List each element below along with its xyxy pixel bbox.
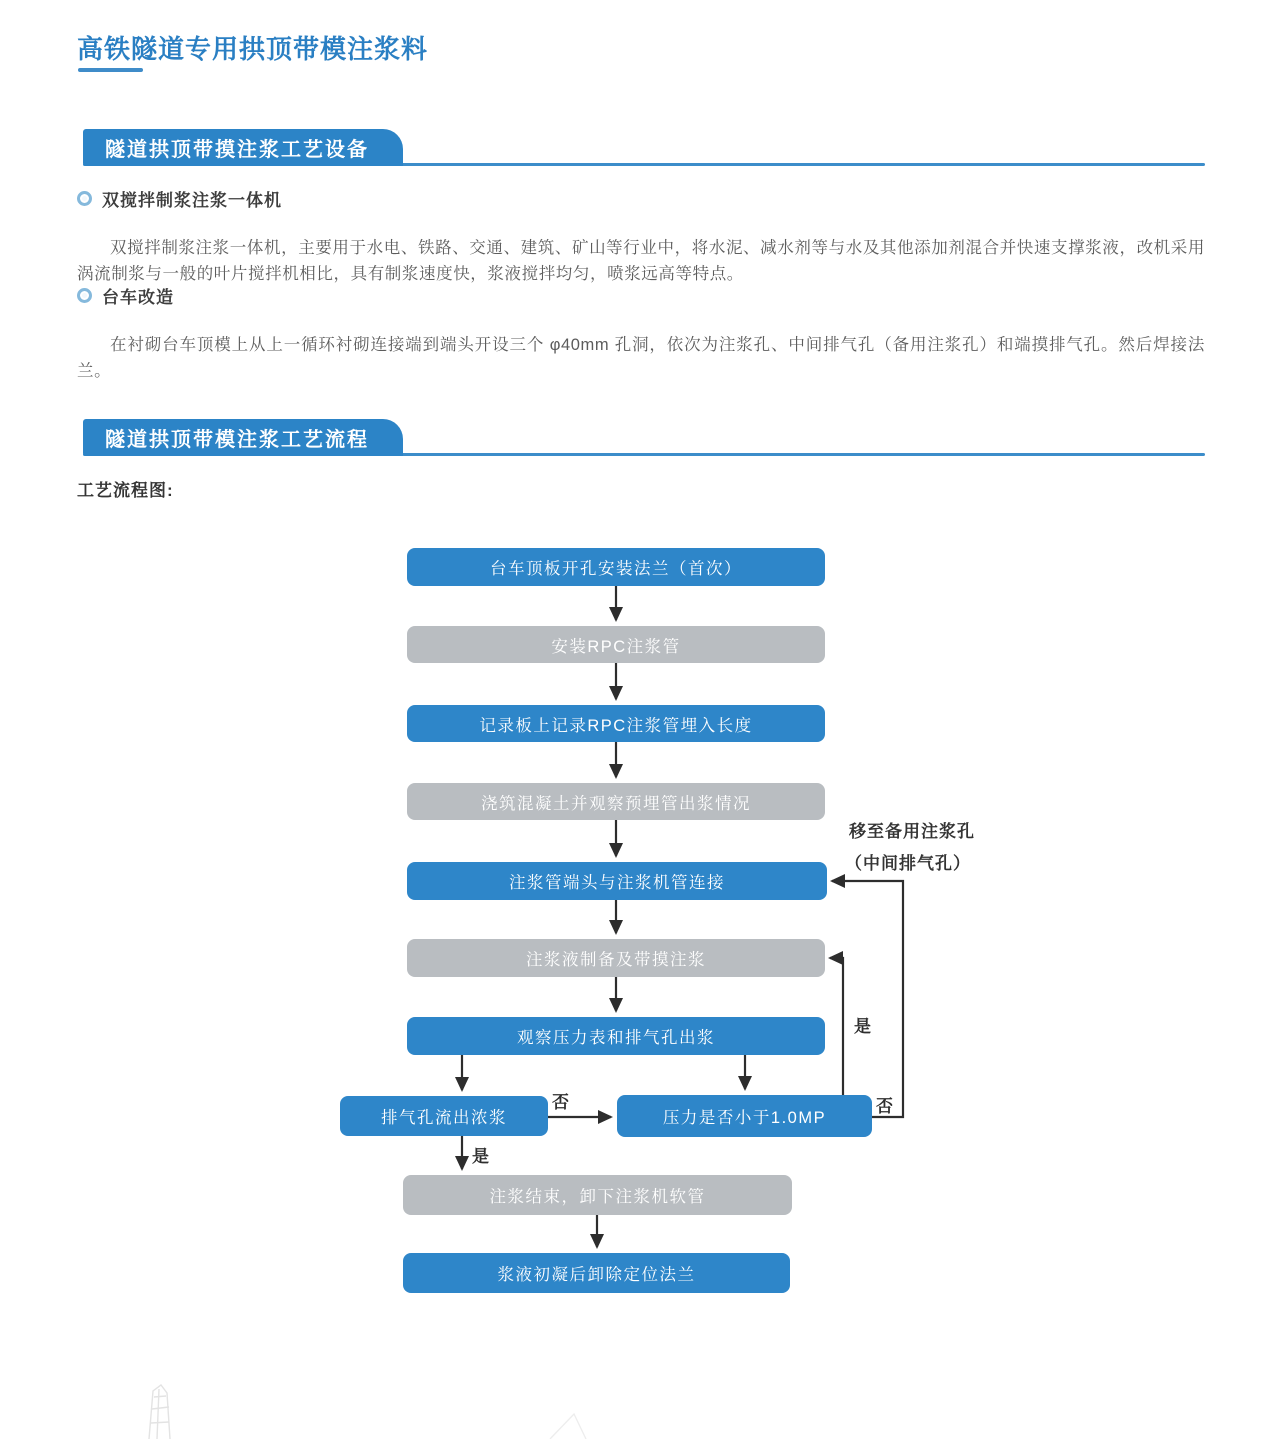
page-title: 高铁隧道专用拱顶带模注浆料 [77, 34, 429, 65]
branch-label-no-left: 否 [552, 1093, 570, 1112]
flow-step-record-length: 记录板上记录RPC注浆管埋入长度 [407, 705, 825, 742]
branch-label-yes-left: 是 [472, 1147, 490, 1166]
flow-step-observe-pressure: 观察压力表和排气孔出浆 [407, 1017, 825, 1055]
flow-note-line2: （中间排气孔） [845, 854, 971, 873]
flow-note-line1: 移至备用注浆孔 [849, 822, 975, 841]
branch-label-no-right: 否 [876, 1097, 894, 1116]
bullet-heading-trolley: 台车改造 [102, 288, 174, 307]
flow-step-drill-flange: 台车顶板开孔安装法兰（首次） [407, 548, 825, 586]
paragraph-trolley: 在衬砌台车顶模上从上一循环衬砌连接端到端头开设三个 φ40mm 孔洞，依次为注浆孔、中间排气孔（备用注浆孔）和端摸排气孔。然后焊接法兰。 [77, 335, 1205, 380]
flow-step-connect-machine: 注浆管端头与注浆机管连接 [407, 862, 827, 900]
section-title-equipment: 隧道拱顶带摸注浆工艺设备 [83, 129, 403, 166]
flow-step-remove-flange: 浆液初凝后卸除定位法兰 [403, 1253, 790, 1293]
branch-label-yes-right: 是 [854, 1017, 872, 1036]
flow-step-finish-remove-hose: 注浆结束，卸下注浆机软管 [403, 1175, 792, 1215]
flow-step-vent-thick-grout: 排气孔流出浓浆 [340, 1096, 548, 1136]
flow-decision-pressure: 压力是否小于1.0MP [617, 1095, 872, 1137]
flow-step-install-rpc-pipe: 安装RPC注浆管 [407, 626, 825, 663]
section-title-process: 隧道拱顶带模注浆工艺流程 [83, 419, 403, 456]
paragraph-mixer: 双搅拌制浆注浆一体机，主要用于水电、铁路、交通、建筑、矿山等行业中，将水泥、减水剂等与水及其他添加剂混合并快速支撑浆液，改机采用涡流制浆与一般的叶片搅拌机相比，具有制浆速度快，浆液搅拌均匀，喷浆远高等特点。 [77, 238, 1205, 283]
bullet-heading-mixer: 双搅拌制浆注浆一体机 [102, 191, 282, 210]
flowchart-caption: 工艺流程图: [77, 481, 174, 500]
flow-step-prepare-grout: 注浆液制备及带摸注浆 [407, 939, 825, 977]
flow-step-pour-concrete: 浇筑混凝土并观察预埋管出浆情况 [407, 783, 825, 820]
